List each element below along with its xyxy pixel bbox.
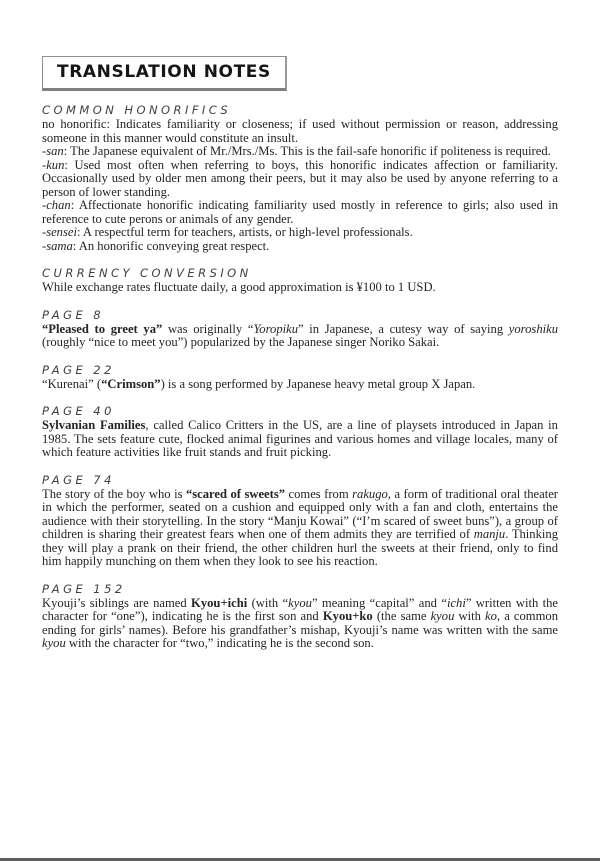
text-run: ichi <box>446 595 466 610</box>
note-section <box>42 473 558 569</box>
text-run: -sensei <box>42 225 77 239</box>
text-run: The story of the boy who is <box>42 486 186 501</box>
section-heading: PAGE 152 <box>42 581 126 596</box>
note-section <box>42 582 558 651</box>
text-run: was originally “ <box>162 321 254 336</box>
section-heading: CURRENCY CONVERSION <box>42 266 252 280</box>
note-paragraph <box>42 419 558 460</box>
section-heading: PAGE 22 <box>42 362 115 377</box>
section-heading: COMMON HONORIFICS <box>42 103 232 117</box>
text-run: Kyou+ichi <box>191 595 248 610</box>
note-section <box>42 404 558 460</box>
text-run: “Crimson” <box>101 376 161 391</box>
note-paragraph <box>42 159 558 200</box>
text-run: ) is a song performed by Japanese heavy metal group X Japan. <box>160 376 476 391</box>
text-run: , a common ending for girls’ names). Before his grandfather’s mishap, Kyouji’s name was written with the same <box>42 609 558 637</box>
text-run: comes from <box>285 486 353 501</box>
page-title-wrap <box>42 56 558 91</box>
text-run: : An honorific conveying great respect. <box>72 238 270 253</box>
text-run: rakugo <box>352 486 388 501</box>
text-run: “Pleased to greet ya” <box>42 321 163 336</box>
page-title: TRANSLATION NOTES <box>57 62 271 82</box>
note-paragraph <box>42 145 558 159</box>
text-run: kyou <box>42 636 66 650</box>
text-run: : Used most often when referring to boys, this honorific indicates affection or familiarity. Occasionally used by older men among their peers, but it may also be used by anyone referring to a person of lower standing. <box>42 157 558 199</box>
text-run: (the same <box>372 609 431 623</box>
text-run: , a form of traditional oral theater in which the performer, seated on a cushion and equipped only with a fan and cloth, entertains the audience with their storytelling. In the story “Manju Kowai” (“I’m scared of sweet buns”), a group of children is sharing their greatest fears when one of them admits they are terrified of <box>42 486 558 541</box>
note-section <box>42 308 558 350</box>
text-run: Kyouji’s siblings are named <box>42 595 192 610</box>
text-run: . Thinking they will play a prank on their friend, the other children hurl the sweets at their friend, only to find him happily munching on them when they look to see his reaction. <box>42 527 558 568</box>
text-run: -kun <box>42 157 65 172</box>
text-run: ” in Japanese, a cutesy way of saying <box>298 321 509 336</box>
text-run: ko <box>485 609 497 623</box>
text-run: Yoropiku <box>253 321 299 336</box>
text-run: kyou <box>288 595 312 610</box>
note-section <box>42 363 558 392</box>
text-run: kyou <box>430 609 455 623</box>
text-run: : Affectionate honorific indicating familiarity used mostly in reference to girls; also used in reference to cute perons or animals of any gender. <box>42 198 558 226</box>
text-run: ” written with the character for “one”), indicating he is the first son and <box>42 595 559 623</box>
text-run: While exchange rates fluctuate daily, a good approximation is ¥100 to 1 USD. <box>42 280 436 294</box>
text-run: (with “ <box>247 595 289 610</box>
text-run: with <box>454 609 486 623</box>
text-run: , called Calico Critters in the US, are a line of playsets introduced in Japan in 1985. The sets feature cute, flocked animal figurines and various homes and village locales, many of which feature activities like fruit stands and fruit picking. <box>42 418 558 459</box>
text-run: yoroshiku <box>508 321 558 336</box>
text-run: Sylvanian Families <box>42 418 146 432</box>
text-run: with the character for “two,” indicating he is the second son. <box>65 636 374 650</box>
note-paragraph <box>42 378 558 392</box>
note-paragraph <box>42 118 558 145</box>
section-heading: PAGE 74 <box>42 472 115 487</box>
text-run: -sama <box>42 238 73 253</box>
text-run: “Kurenai” ( <box>42 376 102 391</box>
note-section <box>42 103 558 253</box>
text-run: manju <box>473 527 506 541</box>
text-run: no honorific: Indicates familiarity or closeness; if used without permission or reason, addressing someone in this manner would constitute an insult. <box>42 117 558 145</box>
note-paragraph <box>42 240 558 254</box>
text-run: Kyou+ko <box>322 609 373 623</box>
note-paragraph <box>42 199 558 226</box>
text-run: -san <box>42 144 64 158</box>
text-run: ” meaning “capital” and “ <box>311 595 447 610</box>
text-run: (roughly “nice to meet you”) popularized by the Japanese singer Noriko Sakai. <box>42 335 440 349</box>
notes-sections <box>42 103 558 651</box>
page-title-box <box>42 56 287 91</box>
note-section <box>42 266 558 295</box>
note-paragraph <box>42 488 558 569</box>
text-run: : The Japanese equivalent of Mr./Mrs./Ms. This is the fail-safe honorific if politeness is required. <box>63 144 551 158</box>
note-paragraph <box>42 323 558 350</box>
section-heading: PAGE 40 <box>42 404 115 418</box>
text-run: : A respectful term for teachers, artists, or high-level professionals. <box>76 225 413 239</box>
note-paragraph <box>42 597 558 651</box>
note-paragraph <box>42 226 558 240</box>
section-heading: PAGE 8 <box>42 307 105 322</box>
note-paragraph <box>42 281 558 295</box>
text-run: “scared of sweets” <box>185 486 286 501</box>
text-run: -chan <box>42 198 71 212</box>
